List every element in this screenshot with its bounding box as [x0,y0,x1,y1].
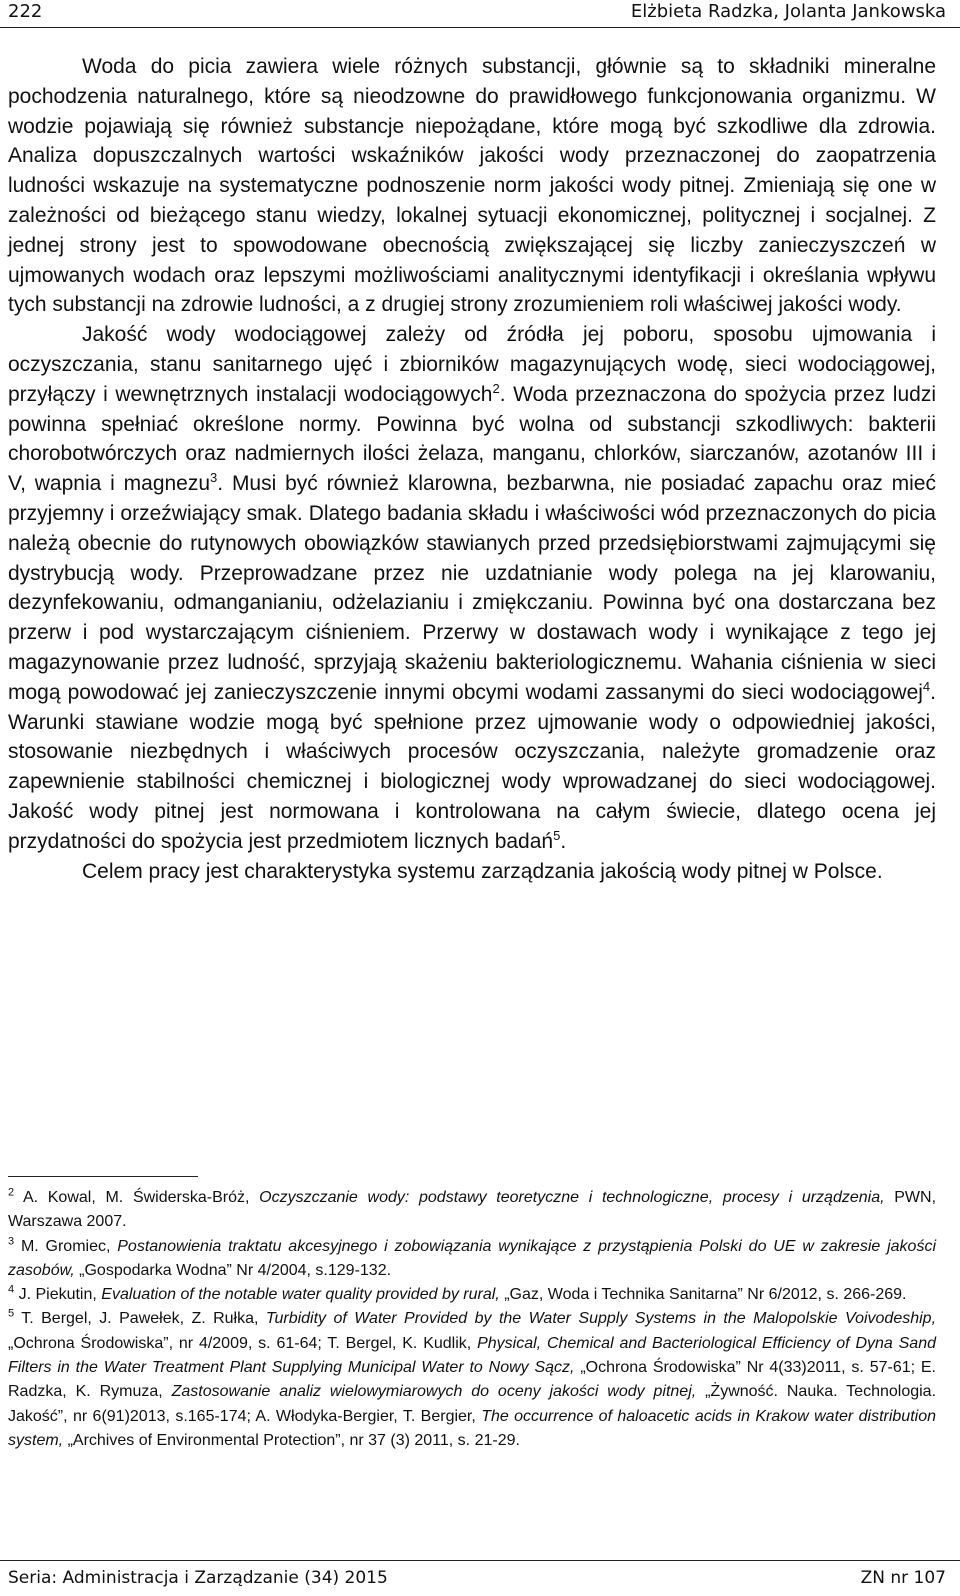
paragraph-2 [8,320,936,856]
series-info: Seria: Administracja i Zarządzanie (34) 2015 [8,1568,388,1588]
footnote-ref-2: 2 [492,380,500,396]
footnote-ref-5: 5 [553,827,561,843]
footnote-title: Postanowienia traktatu akcesyjnego i zobowiązania wynikające z przystąpienia Polski do UE w zakresie jakości zasobów, [8,1237,936,1279]
footnote-text: „Gospodarka Wodna” Nr 4/2004, s.129-132. [79,1261,392,1279]
running-footer [0,1560,960,1596]
footnote-text: J. Piekutin, [14,1286,102,1304]
footnote-number: 2 [8,1186,15,1199]
footnote-text: PWN, Warszawa 2007. [8,1189,937,1231]
footnote-number: 5 [8,1308,15,1321]
footnote-text: „Ochrona Środowiska”, nr 4/2009, s. 61-64; T. Bergel, K. Kudlik, [8,1334,478,1352]
footnote-title: Oczyszczanie wody: podstawy teoretyczne i technologiczne, procesy i urządzenia, [259,1189,885,1206]
footnote-separator [8,1176,198,1177]
footnote-number: 3 [8,1235,15,1248]
issue-number: ZN nr 107 [860,1568,946,1588]
footnote-text: „Ochrona Środowiska” Nr 4(33)2011, s. 57-61; E. Radzka, K. Rymuza, [8,1359,937,1401]
footnote-ref-3: 3 [210,470,218,486]
running-header [0,0,960,28]
footnote-text: „Archives of Environmental Protection”, nr 37 (3) 2011, s. 21-29. [63,1431,520,1449]
footnote-text: M. Gromiec, [14,1237,118,1255]
footnote-5 [8,1307,936,1453]
running-header-authors: Elżbieta Radzka, Jolanta Jankowska [630,1,946,22]
paragraph-1: Woda do picia zawiera wiele różnych substancji, głównie są to składniki mineralne pochodzenia naturalnego, które są nieodzowne do prawidłowego funkcjonowania organizmu. W wodzie pojawiają się również substancje niepożądane, które mogą być szkodliwe dla zdrowia. Analiza dopuszczalnych wartości wskaźników jakości wody przeznaczonej do zaopatrzenia ludności wskazuje na systematyczne podnoszenie norm jakości wody pitnej. Zmieniają się one w zależności od bieżącego stanu wiedzy, lokalnej sytuacji ekonomicznej, politycznej i socjalnej. Z jednej strony jest to spowodowane obecnością zwiększającej się liczby zanieczyszczeń w ujmowanych wodach oraz lepszymi możliwościami analitycznymi identyfikacji i określania wpływu tych substancji na zdrowie ludności, a z drugiej strony zrozumieniem roli właściwej jakości wody. [8,55,936,317]
page-number: 222 [8,1,43,22]
paragraph-2-part: . Woda przeznaczona do spożycia przez ludzi powinna spełniać określone normy. Powinna być wolna od substancji szkodliwych: bakterii chorobotwórczych oraz nadmiernych ilości żelaza, manganu, chlorków, siarczanów, azotanów III i V, wapnia i magnezu [8,382,936,496]
paragraph-2-part: Jakość wody wodociągowej zależy od źródła jej poboru, sposobu ujmowania i oczyszczania, stanu sanitarnego ujęć i zbiorników magazynujących wodę, sieci wodociągowej, przyłączy i wewnętrznych instalacji wodociągowych [8,323,936,406]
paragraph-3: Celem pracy jest charakterystyka systemu zarządzania jakością wody pitnej w Polsce. [82,859,883,883]
footnote-2 [8,1186,936,1235]
footnote-4 [8,1283,936,1307]
footnote-text: T. Bergel, J. Pawełek, Z. Rułka, [14,1310,266,1328]
footnote-text: „Gaz, Woda i Technika Sanitarna” Nr 6/2012, s. 266-269. [499,1286,907,1304]
footnote-title: Physical, Chemical and Bacteriological Efficiency of Dyna Sand Filters in the Water Treatment Plant Supplying Municipal Water to Nowy Sącz, [8,1334,937,1377]
paragraph-2-part: . Musi być również klarowna, bezbarwna, nie posiadać zapachu oraz mieć przyjemny i orzeźwiający smak. Dlatego badania składu i właściwości wód przeznaczonych do picia należą obecnie do rutynowych obowiązków stawianych przed przedsiębiorstwami zajmującymi się dystrybucją wody. Przeprowadzane przez nie uzdatnianie wody polega na jej klarowaniu, dezynfekowaniu, odmanganianiu, odżelazianiu i zmiękczaniu. Powinna być ona dostarczana bez przerw i pod wystarczającym ciśnieniem. Przerwy w dostawach wody i wynikające z tego jej magazynowanie przez ludność, sprzyjają skażeniu bakteriologicznemu. Wahania ciśnienia w sieci mogą powodować jej zanieczyszczenie innymi obcymi wodami zassanymi do sieci wodociągowej [8,472,936,704]
footnote-title: Turbidity of Water Provided by the Water Supply Systems in the Malopolskie Voivodeship, [265,1310,937,1328]
footnote-title: The occurrence of haloacetic acids in Krakow water distribution system, [8,1407,936,1449]
footnote-title: Evaluation of the notable water quality provided by rural, [101,1286,500,1304]
footnote-number: 4 [8,1283,15,1296]
footnote-text: A. Kowal, M. Świderska-Bróż, [14,1189,260,1206]
paragraph-2-part: . Warunki stawiane wodzie mogą być spełnione przez ujmowanie wody o odpowiedniej jakości, stosowanie niezbędnych i właściwych procesów oczyszczania, należyte gromadzenie oraz zapewnienie stabilności chemicznej i biologicznej wody wprowadzanej do sieci wodociągowej. Jakość wody pitnej jest normowana i kontrolowana na całym świecie, dlatego ocena jej przydatności do spożycia jest przedmiotem licznych badań [8,680,936,853]
footnote-ref-4: 4 [922,678,931,694]
paragraph-2-part: . [560,829,567,853]
footnote-3 [8,1235,936,1284]
main-text [8,52,936,886]
footnotes [8,1186,936,1453]
footnote-title: Zastosowanie analiz wielowymiarowych do oceny jakości wody pitnej, [171,1383,697,1401]
footnote-text: „Żywność. Nauka. Technologia. Jakość”, nr 6(91)2013, s.165-174; A. Włodyka-Bergier, T. Bergier, [8,1383,937,1425]
